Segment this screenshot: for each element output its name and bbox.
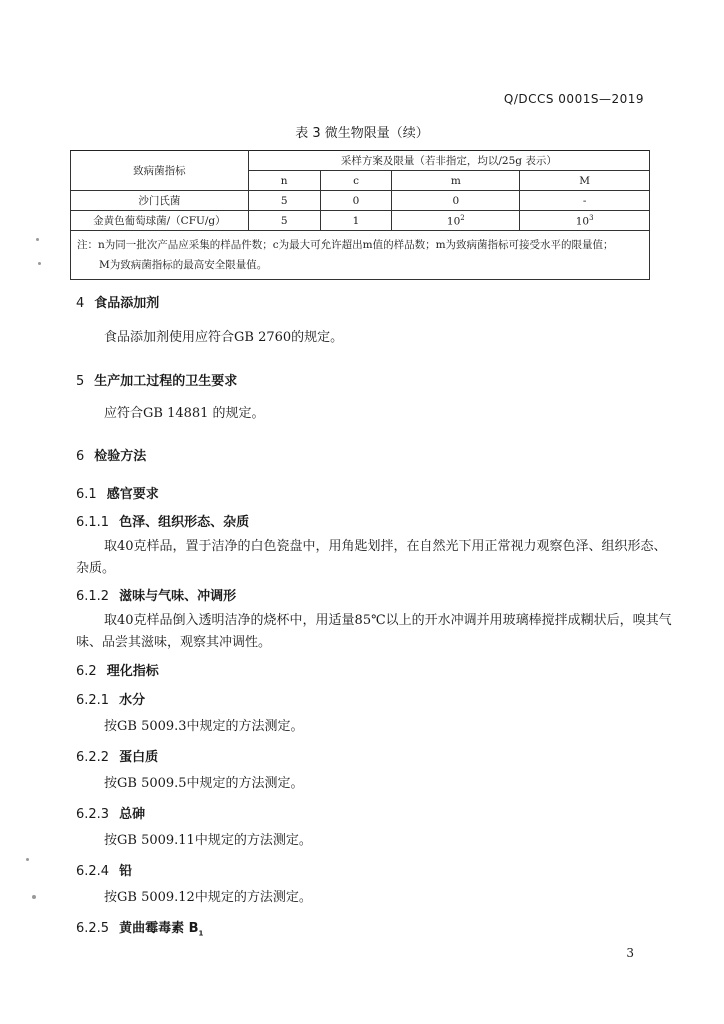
note-line-2: M为致病菌指标的最高安全限量值。 xyxy=(99,259,268,271)
cell-n: 5 xyxy=(248,191,320,211)
section-6-1-2-heading: 6.1.2 滋味与气味、冲调形 xyxy=(76,589,237,604)
section-4-heading: 4 食品添加剂 xyxy=(76,296,160,311)
section-6-2-3-text: 按GB 5009.11中规定的方法测定。 xyxy=(104,833,312,848)
section-6-heading: 6 检验方法 xyxy=(76,449,147,464)
section-4-text: 食品添加剂使用应符合GB 2760的规定。 xyxy=(104,330,344,345)
scan-speck xyxy=(26,858,29,861)
section-6-2-1-heading: 6.2.1 水分 xyxy=(76,693,146,708)
header-sampling-plan: 采样方案及限量（若非指定，均以/25g 表示） xyxy=(248,151,649,171)
cell-M: $10^3$ xyxy=(520,211,650,231)
header-m: m xyxy=(392,171,520,191)
header-c: c xyxy=(320,171,392,191)
section-6-2-1-text: 按GB 5009.3中规定的方法测定。 xyxy=(104,719,304,734)
section-6-1-2-text-line-1: 取40克样品倒入透明洁净的烧杯中，用适量85℃以上的开水冲调并用玻璃棒搅拌成糊状后，嗅其气 xyxy=(104,613,672,628)
note-line-1: 注：n为同一批次产品应采集的样品件数；c为最大可允许超出m值的样品数；m为致病菌指标可接受水平的限量值； xyxy=(77,239,614,251)
table-note xyxy=(71,231,650,280)
scan-speck xyxy=(38,262,41,265)
section-6-2-4-text: 按GB 5009.12中规定的方法测定。 xyxy=(104,890,312,905)
table-row xyxy=(71,191,650,211)
cell-M: - xyxy=(520,191,650,211)
header-n: n xyxy=(248,171,320,191)
section-6-1-2-text-line-2: 味、品尝其滋味，观察其冲调性。 xyxy=(76,635,272,650)
section-6-2-2-text: 按GB 5009.5中规定的方法测定。 xyxy=(104,776,304,791)
microbial-limits-table xyxy=(70,150,650,280)
row-name: 沙门氏菌 xyxy=(71,191,249,211)
cell-c: 1 xyxy=(320,211,392,231)
section-5-text: 应符合GB 14881 的规定。 xyxy=(104,406,265,421)
cell-m: $10^2$ xyxy=(392,211,520,231)
section-6-1-1-text-line-1: 取40克样品，置于洁净的白色瓷盘中，用角匙划拌，在自然光下用正常视力观察色泽、组织形态、 xyxy=(104,539,667,554)
section-6-2-2-heading: 6.2.2 蛋白质 xyxy=(76,750,159,765)
cell-m: 0 xyxy=(392,191,520,211)
section-6-2-5-heading: 6.2.5 黄曲霉毒素 $B_1$ xyxy=(76,921,204,938)
header-pathogen-indicator: 致病菌指标 xyxy=(71,151,249,191)
cell-c: 0 xyxy=(320,191,392,211)
cell-n: 5 xyxy=(248,211,320,231)
page-number: 3 xyxy=(626,946,634,960)
scan-speck xyxy=(32,895,36,899)
table-title: 表 3 微生物限量（续） xyxy=(295,126,429,141)
section-5-heading: 5 生产加工过程的卫生要求 xyxy=(76,374,238,389)
scan-speck xyxy=(36,238,39,241)
header-M: M xyxy=(520,171,650,191)
section-6-2-3-heading: 6.2.3 总砷 xyxy=(76,807,146,822)
section-6-1-heading: 6.1 感官要求 xyxy=(76,487,159,502)
section-6-1-1-heading: 6.1.1 色泽、组织形态、杂质 xyxy=(76,515,250,530)
row-name: 金黄色葡萄球菌/（CFU/g） xyxy=(71,211,249,231)
document-number: Q/DCCS 0001S—2019 xyxy=(503,92,644,106)
section-6-2-4-heading: 6.2.4 铅 xyxy=(76,864,133,879)
section-6-1-1-text-line-2: 杂质。 xyxy=(76,561,116,576)
section-6-2-heading: 6.2 理化指标 xyxy=(76,664,159,679)
table-row xyxy=(71,211,650,231)
